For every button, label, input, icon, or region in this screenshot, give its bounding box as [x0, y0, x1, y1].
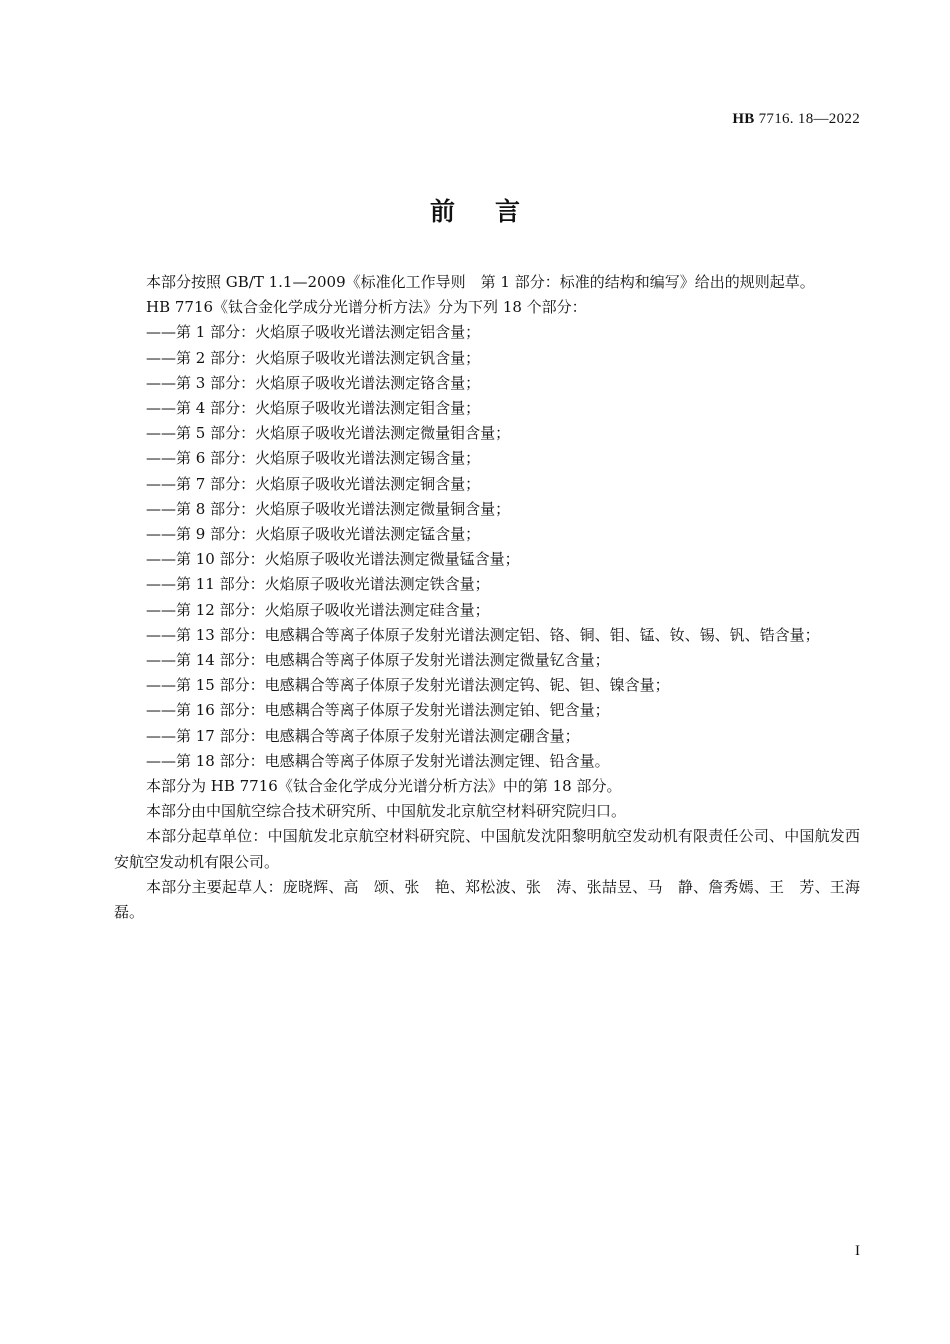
page-title: 前言	[429, 197, 560, 226]
paragraph: HB 7716《钛合金化学成分光谱分析方法》分为下列 18 个部分：	[146, 298, 587, 317]
document-code	[732, 111, 860, 128]
list-item: ——第 15 部分：电感耦合等离子体原子发射光谱法测定钨、铌、钽、镍含量；	[146, 676, 670, 695]
document-code-prefix: HB	[732, 111, 755, 127]
paragraph: 本部分为 HB 7716《钛合金化学成分光谱分析方法》中的第 18 部分。	[146, 777, 622, 796]
list-item: ——第 6 部分：火焰原子吸收光谱法测定锡含量；	[146, 449, 481, 468]
document-body	[114, 270, 860, 925]
list-item: ——第 12 部分：火焰原子吸收光谱法测定硅含量；	[146, 600, 490, 619]
list-item: ——第 9 部分：火焰原子吸收光谱法测定锰含量；	[146, 525, 481, 544]
paragraph: 本部分主要起草人：庞晓辉、高 颂、张 艳、郑松波、张 涛、张喆昱、马 静、詹秀嫣、王 芳、王海磊。	[114, 877, 860, 922]
document-code-number: 7716. 18—2022	[758, 111, 860, 127]
list-item: ——第 16 部分：电感耦合等离子体原子发射光谱法测定铂、钯含量；	[146, 701, 610, 720]
list-item: ——第 10 部分：火焰原子吸收光谱法测定微量锰含量；	[146, 550, 520, 569]
list-item: ——第 2 部分：火焰原子吸收光谱法测定钒含量；	[146, 348, 481, 367]
list-item: ——第 17 部分：电感耦合等离子体原子发射光谱法测定硼含量；	[146, 726, 580, 745]
list-item: ——第 1 部分：火焰原子吸收光谱法测定铝含量；	[146, 323, 481, 342]
list-item: ——第 8 部分：火焰原子吸收光谱法测定微量铜含量；	[146, 499, 511, 518]
list-item: ——第 7 部分：火焰原子吸收光谱法测定铜含量；	[146, 474, 481, 493]
list-item: ——第 4 部分：火焰原子吸收光谱法测定钼含量；	[146, 399, 481, 418]
list-item: ——第 13 部分：电感耦合等离子体原子发射光谱法测定铝、铬、铜、钼、锰、钕、锡、钒、锆含量；	[146, 625, 820, 644]
list-item: ——第 11 部分：火焰原子吸收光谱法测定铁含量；	[146, 575, 490, 594]
paragraph: 本部分按照 GB/T 1.1—2009《标准化工作导则 第 1 部分：标准的结构和编写》给出的规则起草。	[146, 273, 815, 291]
page-number: I	[855, 1243, 860, 1259]
list-item: ——第 18 部分：电感耦合等离子体原子发射光谱法测定锂、铅含量。	[146, 751, 610, 770]
list-item: ——第 5 部分：火焰原子吸收光谱法测定微量钼含量；	[146, 424, 511, 443]
list-item: ——第 3 部分：火焰原子吸收光谱法测定铬含量；	[146, 373, 481, 392]
paragraph: 本部分起草单位：中国航发北京航空材料研究院、中国航发沈阳黎明航空发动机有限责任公司、中国航发西安航空发动机有限公司。	[114, 827, 860, 871]
paragraph: 本部分由中国航空综合技术研究所、中国航发北京航空材料研究院归口。	[146, 802, 627, 821]
list-item: ——第 14 部分：电感耦合等离子体原子发射光谱法测定微量钇含量；	[146, 651, 610, 670]
